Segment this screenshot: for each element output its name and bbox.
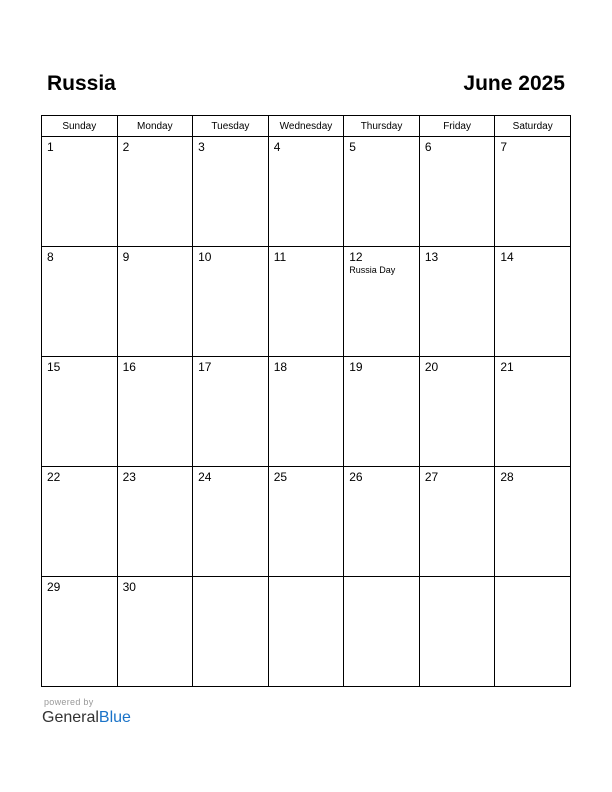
day-number: 26 bbox=[349, 470, 363, 484]
day-number: 6 bbox=[424, 140, 432, 154]
day-number: 9 bbox=[122, 250, 130, 264]
holiday-label bbox=[344, 580, 419, 581]
day-number: 1 bbox=[47, 140, 54, 154]
day-number: 10 bbox=[198, 250, 212, 264]
day-cell bbox=[268, 577, 344, 687]
holiday-label bbox=[42, 374, 117, 375]
weekday-header: Sunday bbox=[42, 116, 118, 137]
country-title: Russia bbox=[47, 72, 116, 95]
day-number: 18 bbox=[273, 360, 288, 374]
weekday-header: Tuesday bbox=[193, 116, 269, 137]
week-row bbox=[42, 357, 571, 467]
holiday-label bbox=[42, 154, 117, 155]
holiday-label bbox=[118, 594, 193, 595]
weekday-header: Thursday bbox=[344, 116, 420, 137]
brand-general: General bbox=[42, 709, 99, 726]
day-cell bbox=[344, 577, 420, 687]
day-number: 7 bbox=[500, 140, 508, 154]
holiday-label bbox=[344, 484, 419, 485]
day-number: 28 bbox=[500, 470, 514, 484]
day-number: 19 bbox=[349, 360, 363, 374]
day-number: 16 bbox=[122, 360, 136, 374]
day-cell bbox=[117, 577, 193, 687]
day-cell bbox=[268, 137, 344, 247]
day-number: 20 bbox=[424, 360, 439, 374]
day-number: 22 bbox=[47, 470, 61, 484]
weekday-header: Saturday bbox=[495, 116, 571, 137]
day-cell bbox=[344, 357, 420, 467]
day-cell bbox=[268, 357, 344, 467]
day-number: 23 bbox=[122, 470, 136, 484]
holiday-label: Russia Day bbox=[349, 265, 396, 275]
day-cell bbox=[193, 247, 269, 357]
day-number: 17 bbox=[198, 360, 212, 374]
day-cell bbox=[495, 137, 571, 247]
weekday-header: Friday bbox=[419, 116, 495, 137]
holiday-label bbox=[420, 580, 495, 581]
day-cell bbox=[495, 247, 571, 357]
day-number: 24 bbox=[198, 470, 212, 484]
holiday-label bbox=[42, 594, 117, 595]
day-cell bbox=[117, 357, 193, 467]
holiday-label bbox=[344, 154, 419, 155]
powered-by-text: powered by bbox=[44, 697, 94, 707]
brand-blue: Blue bbox=[98, 709, 131, 726]
day-number: 8 bbox=[47, 250, 54, 264]
holiday-label bbox=[193, 484, 268, 485]
day-cell bbox=[117, 247, 193, 357]
day-cell bbox=[42, 357, 118, 467]
day-number: 15 bbox=[47, 360, 61, 374]
holiday-label bbox=[193, 264, 268, 265]
day-cell bbox=[419, 467, 495, 577]
weekday-header-row bbox=[42, 116, 571, 137]
holiday-label bbox=[495, 374, 570, 375]
day-cell bbox=[42, 577, 118, 687]
weekday-header: Wednesday bbox=[268, 116, 344, 137]
holiday-label bbox=[495, 154, 570, 155]
holiday-label bbox=[118, 484, 193, 485]
week-row bbox=[42, 577, 571, 687]
day-cell bbox=[42, 137, 118, 247]
day-number: 27 bbox=[424, 470, 439, 484]
holiday-label bbox=[193, 580, 268, 581]
holiday-label bbox=[118, 154, 193, 155]
week-row bbox=[42, 137, 571, 247]
day-cell bbox=[344, 247, 420, 357]
day-cell bbox=[117, 137, 193, 247]
day-number: 4 bbox=[273, 140, 281, 154]
day-number: 30 bbox=[122, 580, 136, 594]
holiday-label bbox=[269, 484, 344, 485]
day-cell bbox=[495, 467, 571, 577]
holiday-label bbox=[42, 484, 117, 485]
holiday-label bbox=[495, 484, 570, 485]
weekday-header: Monday bbox=[117, 116, 193, 137]
holiday-label bbox=[118, 374, 193, 375]
holiday-label bbox=[269, 264, 344, 265]
holiday-label bbox=[420, 484, 495, 485]
day-cell bbox=[193, 137, 269, 247]
holiday-label bbox=[420, 264, 495, 265]
week-row bbox=[42, 247, 571, 357]
holiday-label bbox=[344, 374, 419, 375]
day-cell bbox=[419, 577, 495, 687]
day-number: 25 bbox=[273, 470, 288, 484]
day-cell bbox=[193, 577, 269, 687]
holiday-label bbox=[269, 374, 344, 375]
day-cell bbox=[495, 577, 571, 687]
day-cell bbox=[42, 247, 118, 357]
day-cell bbox=[344, 137, 420, 247]
day-number: 3 bbox=[198, 140, 205, 154]
holiday-label bbox=[118, 264, 193, 265]
day-number: 14 bbox=[500, 250, 514, 264]
day-number: 29 bbox=[47, 580, 61, 594]
day-number: 11 bbox=[273, 250, 287, 264]
day-cell bbox=[268, 467, 344, 577]
day-number: 13 bbox=[424, 250, 439, 264]
day-number: 21 bbox=[500, 360, 514, 374]
day-cell bbox=[344, 467, 420, 577]
holiday-label bbox=[269, 154, 344, 155]
calendar-grid bbox=[41, 115, 571, 687]
day-cell bbox=[419, 137, 495, 247]
day-cell bbox=[419, 247, 495, 357]
holiday-label bbox=[495, 264, 570, 265]
holiday-label bbox=[42, 264, 117, 265]
day-cell bbox=[495, 357, 571, 467]
month-year-title: June 2025 bbox=[463, 72, 565, 95]
day-number: 2 bbox=[122, 140, 130, 154]
week-row bbox=[42, 467, 571, 577]
generalblue-logo[interactable] bbox=[42, 708, 131, 728]
footer-branding bbox=[42, 697, 131, 728]
holiday-label bbox=[193, 374, 268, 375]
holiday-label bbox=[420, 374, 495, 375]
day-cell bbox=[268, 247, 344, 357]
day-cell bbox=[117, 467, 193, 577]
holiday-label bbox=[193, 154, 268, 155]
holiday-label bbox=[495, 580, 570, 581]
holiday-label bbox=[269, 580, 344, 581]
day-cell bbox=[193, 467, 269, 577]
holiday-label bbox=[420, 154, 495, 155]
day-cell bbox=[42, 467, 118, 577]
day-number: 5 bbox=[349, 140, 356, 154]
day-cell bbox=[193, 357, 269, 467]
day-number: 12 bbox=[349, 250, 363, 264]
day-cell bbox=[419, 357, 495, 467]
